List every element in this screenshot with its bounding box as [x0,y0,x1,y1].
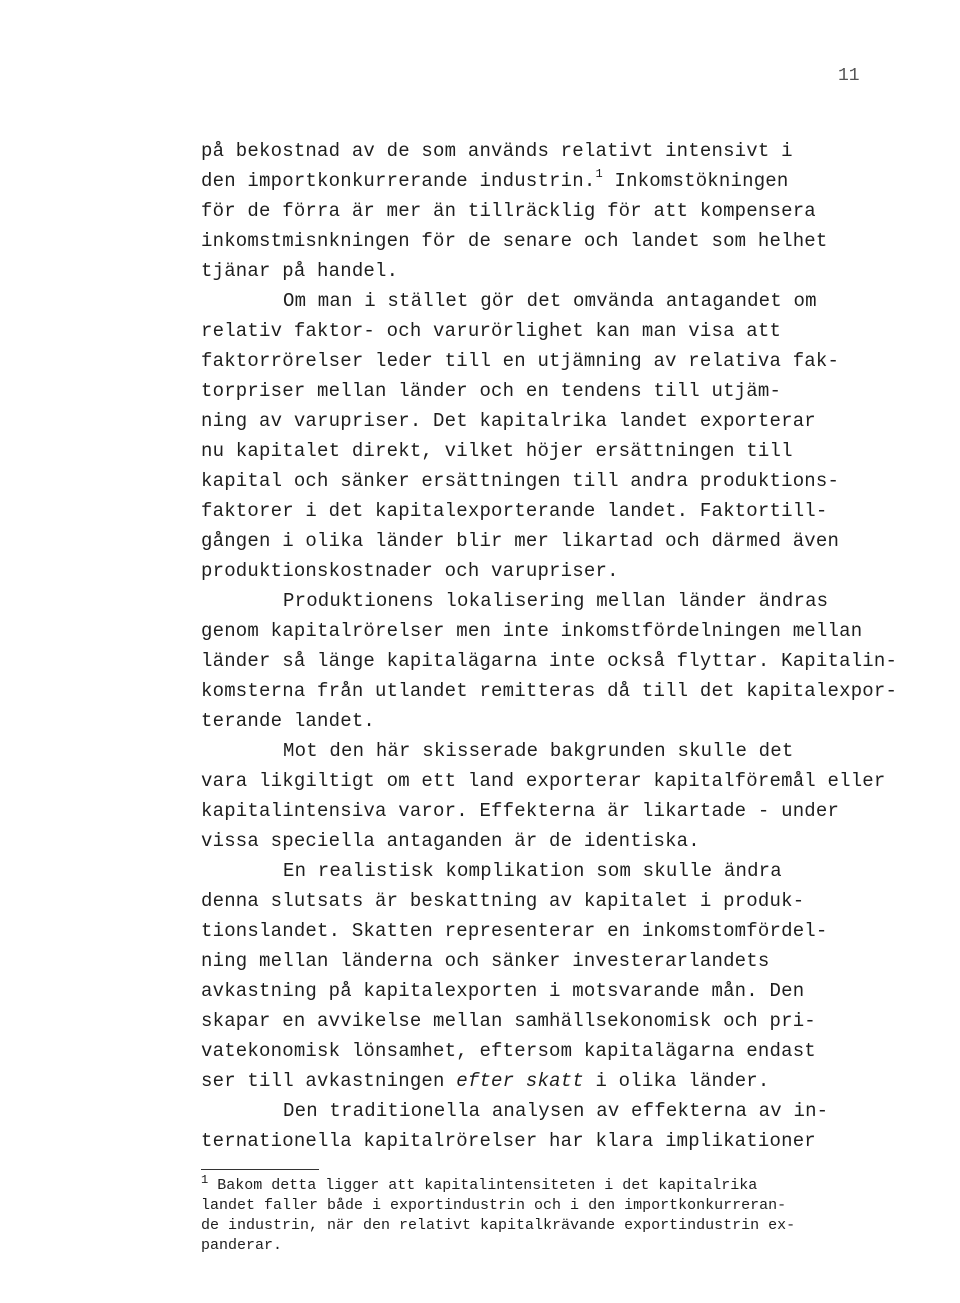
text-line: ternationella kapitalrörelser har klara implikationer [201,1130,816,1152]
text-line [201,166,901,196]
footnote [201,1173,901,1256]
text-run: den importkonkurrerande industrin. [201,170,596,192]
footnote-marker: 1 [201,1173,209,1187]
footnote-line: landet faller både i exportindustrin och i den importkonkurreran- [201,1197,787,1214]
text-line: tionslandet. Skatten representerar en inkomstomfördel- [201,920,828,942]
text-line: skapar en avvikelse mellan samhällsekonomisk och pri- [201,1010,816,1032]
text-line: ning mellan länderna och sänker investerarlandets [201,950,770,972]
text-run: ser till avkastningen [201,1070,457,1092]
text-line: Om man i stället gör det omvända antagandet om [283,290,817,312]
footnote-line: panderar. [201,1237,283,1254]
body-text [201,136,901,1156]
footnote-reference: 1 [595,167,603,181]
text-line: ning av varupriser. Det kapitalrika landet exporterar [201,410,816,432]
text-line: nu kapitalet direkt, vilket höjer ersättningen till [201,440,793,462]
text-line: tjänar på handel. [201,260,399,282]
text-line [201,1066,901,1096]
footnote-line [201,1173,901,1196]
text-line: vara likgiltigt om ett land exporterar kapitalföremål eller [201,770,886,792]
text-line: kapital och sänker ersättningen till andra produktions- [201,470,840,492]
text-line: vissa speciella antaganden är de identiska. [201,830,700,852]
text-line: för de förra är mer än tillräcklig för att kompensera [201,200,816,222]
text-line: denna slutsats är beskattning av kapitalet i produk- [201,890,805,912]
text-line: faktorer i det kapitalexporterande landet. Faktortill- [201,500,828,522]
text-line: inkomstmisnkningen för de senare och landet som helhet [201,230,828,252]
text-line: Den traditionella analysen av effekterna av in- [283,1100,829,1122]
text-line: kapitalintensiva varor. Effekterna är likartade - under [201,800,840,822]
footnote-line: de industrin, när den relativt kapitalkrävande exportindustrin ex- [201,1217,796,1234]
text-line: produktionskostnader och varupriser. [201,560,619,582]
italic-text: efter skatt [456,1070,584,1092]
footnote-text: Bakom detta ligger att kapitalintensiteten i det kapitalrika [217,1177,758,1194]
text-line: faktorrörelser leder till en utjämning av relativa fak- [201,350,840,372]
text-line: gången i olika länder blir mer likartad och därmed även [201,530,840,552]
text-line: terande landet. [201,710,376,732]
text-line: genom kapitalrörelser men inte inkomstfördelningen mellan [201,620,863,642]
text-line: vatekonomisk lönsamhet, eftersom kapitalägarna endast [201,1040,816,1062]
text-line: Produktionens lokalisering mellan länder ändras [283,590,829,612]
text-line: på bekostnad av de som används relativt intensivt i [201,140,793,162]
text-run: i olika länder. [583,1070,770,1092]
text-line: avkastning på kapitalexporten i motsvarande mån. Den [201,980,805,1002]
text-line: torpriser mellan länder och en tendens till utjäm- [201,380,782,402]
text-line: relativ faktor- och varurörlighet kan man visa att [201,320,782,342]
text-line: En realistisk komplikation som skulle ändra [283,860,782,882]
text-line: komsterna från utlandet remitteras då till det kapitalexpor- [201,680,898,702]
page-number: 11 [838,66,860,86]
text-run: Inkomstökningen [602,170,789,192]
text-line: länder så länge kapitalägarna inte också flyttar. Kapitalin- [201,650,898,672]
text-line: Mot den här skisserade bakgrunden skulle det [283,740,794,762]
footnote-divider [201,1169,319,1170]
